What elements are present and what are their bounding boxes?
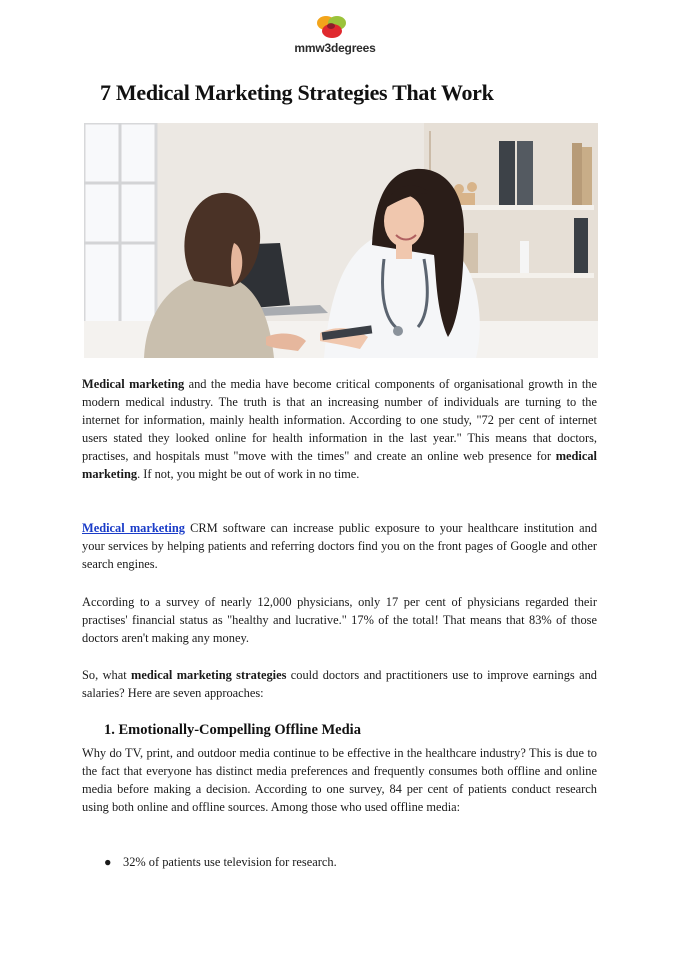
keyword-bold: medical marketing strategies bbox=[131, 668, 287, 682]
medical-marketing-link[interactable]: Medical marketing bbox=[82, 521, 185, 535]
intro-paragraph: Medical marketing and the media have become critical components of organisational growth in the modern medical industry. The truth is that an increasing number of individuals are turning to the internet for information, mainly health information. According to one study, "72 per cent of internet users stated they looked online for health information in the last year." This means that doctors, practises, and hospitals must "move with the times" and create an online web presence for medical marketing. If not, you might be out of work in no time. bbox=[82, 377, 597, 481]
page-title: 7 Medical Marketing Strategies That Work bbox=[100, 80, 494, 105]
survey-paragraph: According to a survey of nearly 12,000 physicians, only 17 per cent of physicians regarded their practises' financial status as "healthy and lucrative." 17% of the total! That means that 83% of those doctors aren't making any money. bbox=[82, 595, 597, 645]
hero-image bbox=[84, 123, 598, 358]
bullet-dot-icon: ● bbox=[104, 855, 112, 869]
crm-paragraph: Medical marketing CRM software can increase public exposure to your healthcare institution and your services by helping patients and referring doctors find you on the front pages of Google and other search engines. bbox=[82, 521, 598, 571]
brand-name: mmw3degrees bbox=[294, 41, 376, 55]
section-body: Why do TV, print, and outdoor media continue to be effective in the healthcare industry? This is due to the fact that everyone has distinct media preferences and frequently consumes both offline and online media before making a decision. According to one survey, 84 per cent of patients conduct research using both online and offline sources. Among those who used offline media: bbox=[82, 746, 597, 814]
list-item-text: 32% of patients use television for research. bbox=[123, 855, 337, 869]
keyword-bold: Medical marketing bbox=[82, 377, 185, 391]
strategies-paragraph: So, what medical marketing strategies could doctors and practitioners use to improve earnings and salaries? Here are seven approaches: bbox=[82, 668, 598, 700]
brand-logo-icon bbox=[314, 14, 350, 40]
section-heading: 1. Emotionally-Compelling Offline Media bbox=[104, 722, 361, 738]
doctor-consultation-illustration bbox=[84, 123, 598, 358]
brand-logo[interactable] bbox=[280, 14, 390, 56]
list-item bbox=[104, 853, 584, 871]
keyword-bold: medical marketing bbox=[82, 449, 597, 481]
